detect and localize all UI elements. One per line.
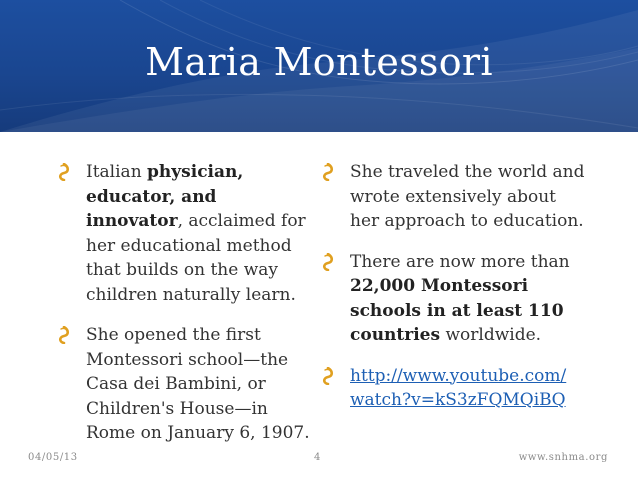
bullet-item — [320, 364, 590, 413]
left-column — [56, 160, 318, 462]
youtube-link[interactable]: http://www.youtube.com/ watch?v=kS3zFQMQiBQ — [350, 365, 567, 410]
title-banner — [0, 0, 638, 132]
bullet-text: She traveled the world and wrote extensively about her approach to education. — [350, 162, 585, 231]
bullet-text: Italian — [86, 162, 148, 182]
leaf-bullet-icon — [320, 163, 336, 181]
leaf-bullet-icon — [320, 367, 336, 385]
leaf-bullet-icon — [56, 326, 72, 344]
footer-page-number: 4 — [314, 452, 321, 463]
slide-title: Maria Montessori — [145, 40, 493, 84]
leaf-bullet-icon — [320, 253, 336, 271]
bullet-text: , acclaimed for her educational method that builds on the way children naturally learn. — [86, 211, 306, 305]
bullet-item — [320, 250, 590, 348]
bullet-text: There are now more than — [350, 251, 570, 272]
bullet-item — [56, 160, 318, 307]
bullet-text: worldwide. — [440, 325, 542, 345]
bullet-bold-text: physician, educator, and innovator — [86, 162, 244, 231]
leaf-bullet-icon — [56, 163, 72, 181]
footer-website: www.snhma.org — [518, 452, 608, 463]
bullet-item — [320, 160, 590, 234]
right-column — [320, 160, 590, 429]
bullet-item — [56, 323, 318, 446]
footer-date: 04/05/13 — [28, 452, 78, 463]
bullet-text: She opened the first Montessori school—the Casa dei Bambini, or Children's House—in Rome on January 6, 1907. — [86, 325, 310, 443]
bullet-bold-text: 22,000 Montessori schools in at least 110 countries — [350, 276, 564, 345]
